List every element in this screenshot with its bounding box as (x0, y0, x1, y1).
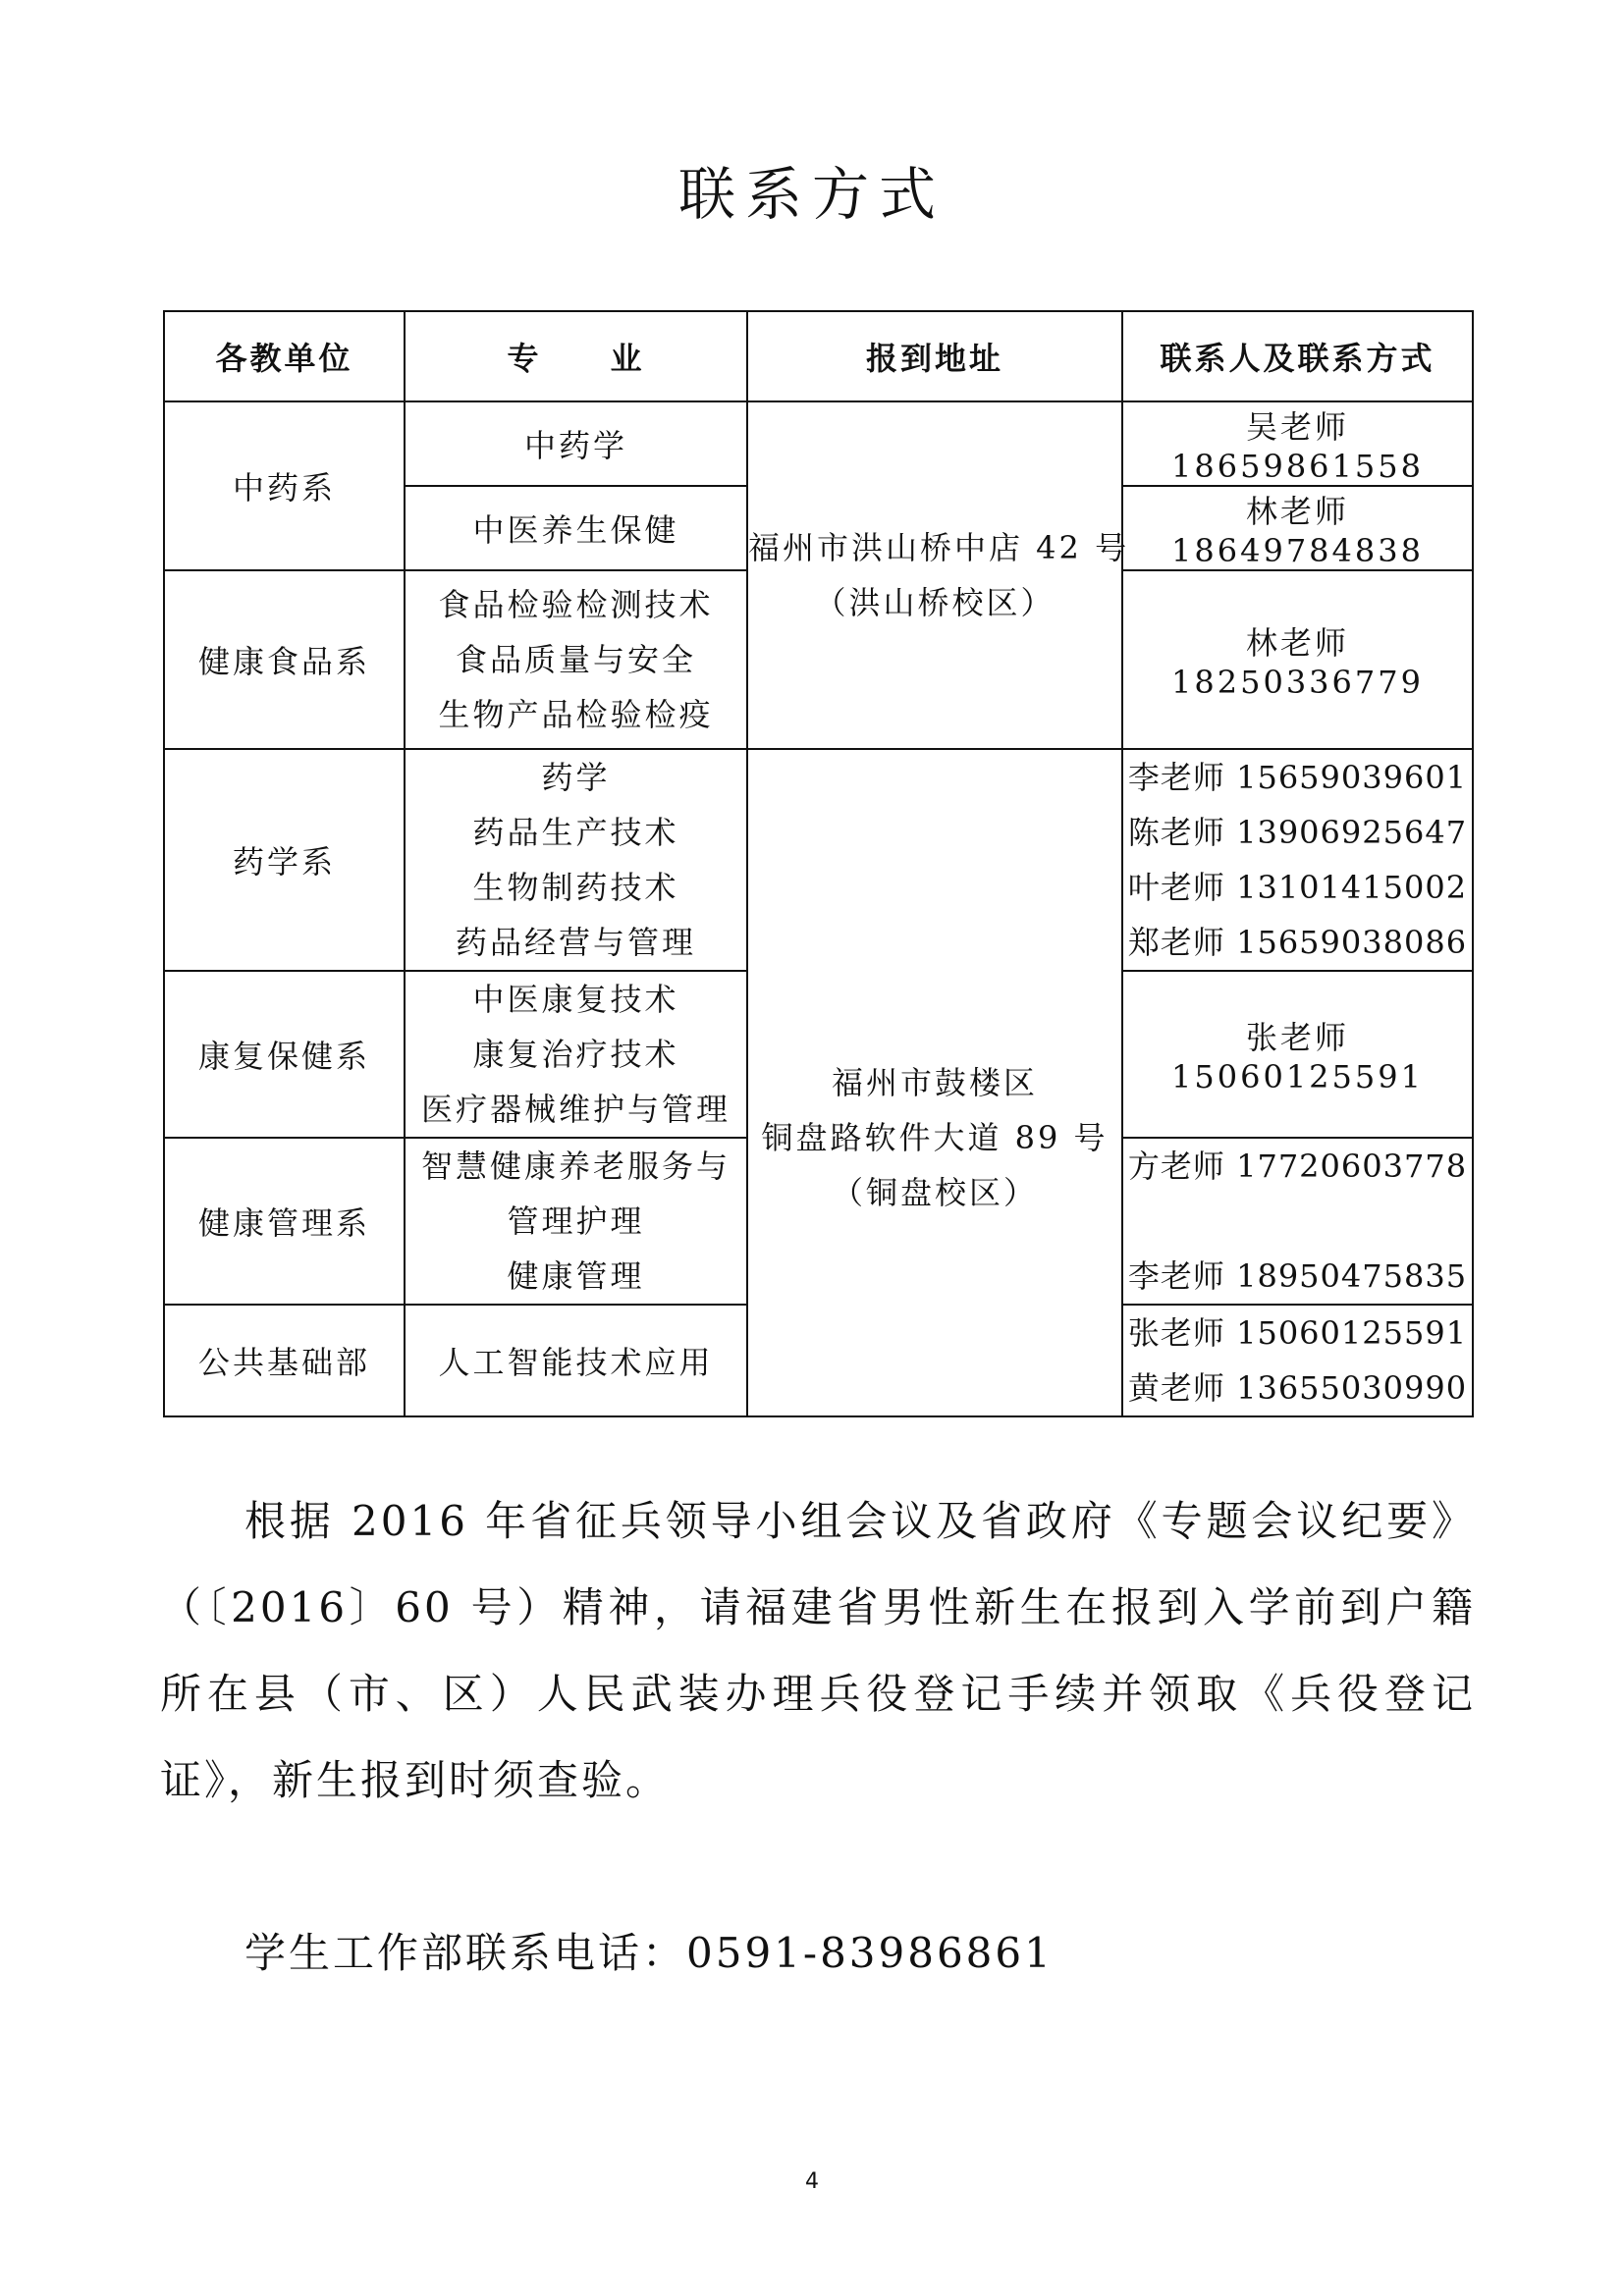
major-cell (405, 570, 747, 749)
contact-line: 李老师 15659039601 (1127, 759, 1468, 796)
contact-line: 张老师 15060125591 (1127, 1314, 1468, 1352)
major-cell (405, 971, 747, 1138)
dept-cell: 康复保健系 (164, 971, 405, 1138)
table-row (164, 749, 1473, 971)
contact-cell: 林老师 18649784838 (1122, 486, 1473, 570)
major-line: 健康管理 (507, 1257, 645, 1295)
major-line: 食品检验检测技术 (438, 586, 714, 623)
address-line: （铜盘校区） (831, 1174, 1038, 1211)
contact-cell (1122, 749, 1473, 971)
address-line: （洪山桥校区） (814, 584, 1056, 621)
contact-line: 叶老师 13101415002 (1127, 869, 1468, 906)
major-line: 药品生产技术 (472, 814, 679, 851)
header-major: 专 业 (405, 311, 747, 401)
major-cell (405, 749, 747, 971)
contact-cell (1122, 1305, 1473, 1416)
dept-cell: 药学系 (164, 749, 405, 971)
contact-line: 李老师 18950475835 (1127, 1257, 1468, 1295)
header-department: 各教单位 (164, 311, 405, 401)
major-line: 医疗器械维护与管理 (420, 1091, 731, 1128)
major-cell: 中医养生保健 (405, 486, 747, 570)
contact-line: 郑老师 15659038086 (1127, 924, 1468, 961)
major-line: 生物产品检验检疫 (438, 696, 714, 733)
major-line: 中医康复技术 (472, 981, 679, 1018)
phone-line: 学生工作部联系电话：0591-83986861 (244, 1929, 1054, 1977)
page-number: 4 (805, 2169, 819, 2194)
contacts-table (163, 310, 1474, 1417)
dept-cell: 健康管理系 (164, 1138, 405, 1305)
table-row (164, 401, 1473, 486)
major-line: 康复治疗技术 (472, 1036, 679, 1073)
major-line: 药学 (541, 759, 611, 796)
major-line: 智慧健康养老服务与 (420, 1148, 731, 1185)
major-line: 管理护理 (507, 1202, 645, 1240)
table-header-row (164, 311, 1473, 401)
contact-line: 黄老师 13655030990 (1127, 1369, 1468, 1407)
contact-cell: 林老师 18250336779 (1122, 570, 1473, 749)
major-line: 食品质量与安全 (455, 641, 696, 678)
address-line: 福州市鼓楼区 (831, 1064, 1038, 1101)
major-cell: 人工智能技术应用 (405, 1305, 747, 1416)
major-line: 药品经营与管理 (455, 924, 696, 961)
contact-line: 陈老师 13906925647 (1127, 814, 1468, 851)
major-cell: 中药学 (405, 401, 747, 486)
major-cell (405, 1138, 747, 1305)
military-registration-notice: 根据 2016 年省征兵领导小组会议及省政府《专题会议纪要》（〔2016〕60 号）精神，请福建省男性新生在报到入学前到户籍所在县（市、区）人民武装办理兵役登记手续并领取《兵役登记证》，新生报到时须查验。 (160, 1497, 1476, 1804)
page-title: 联系方式 (677, 161, 946, 228)
contact-cell: 张老师 15060125591 (1122, 971, 1473, 1138)
dept-cell: 中药系 (164, 401, 405, 570)
address-cell (747, 401, 1130, 749)
contact-cell (1122, 1138, 1473, 1305)
dept-cell: 公共基础部 (164, 1305, 405, 1416)
contact-cell: 吴老师 18659861558 (1122, 401, 1473, 486)
major-line: 生物制药技术 (472, 869, 679, 906)
address-line: 铜盘路软件大道 89 号 (761, 1119, 1109, 1156)
address-line: 福州市洪山桥中店 42 号 (748, 529, 1130, 566)
header-contact: 联系人及联系方式 (1122, 311, 1473, 401)
dept-cell: 健康食品系 (164, 570, 405, 749)
address-cell (747, 749, 1122, 1416)
header-address: 报到地址 (747, 311, 1122, 401)
contact-line: 方老师 17720603778 (1127, 1148, 1468, 1185)
blank-line (1123, 1194, 1472, 1249)
